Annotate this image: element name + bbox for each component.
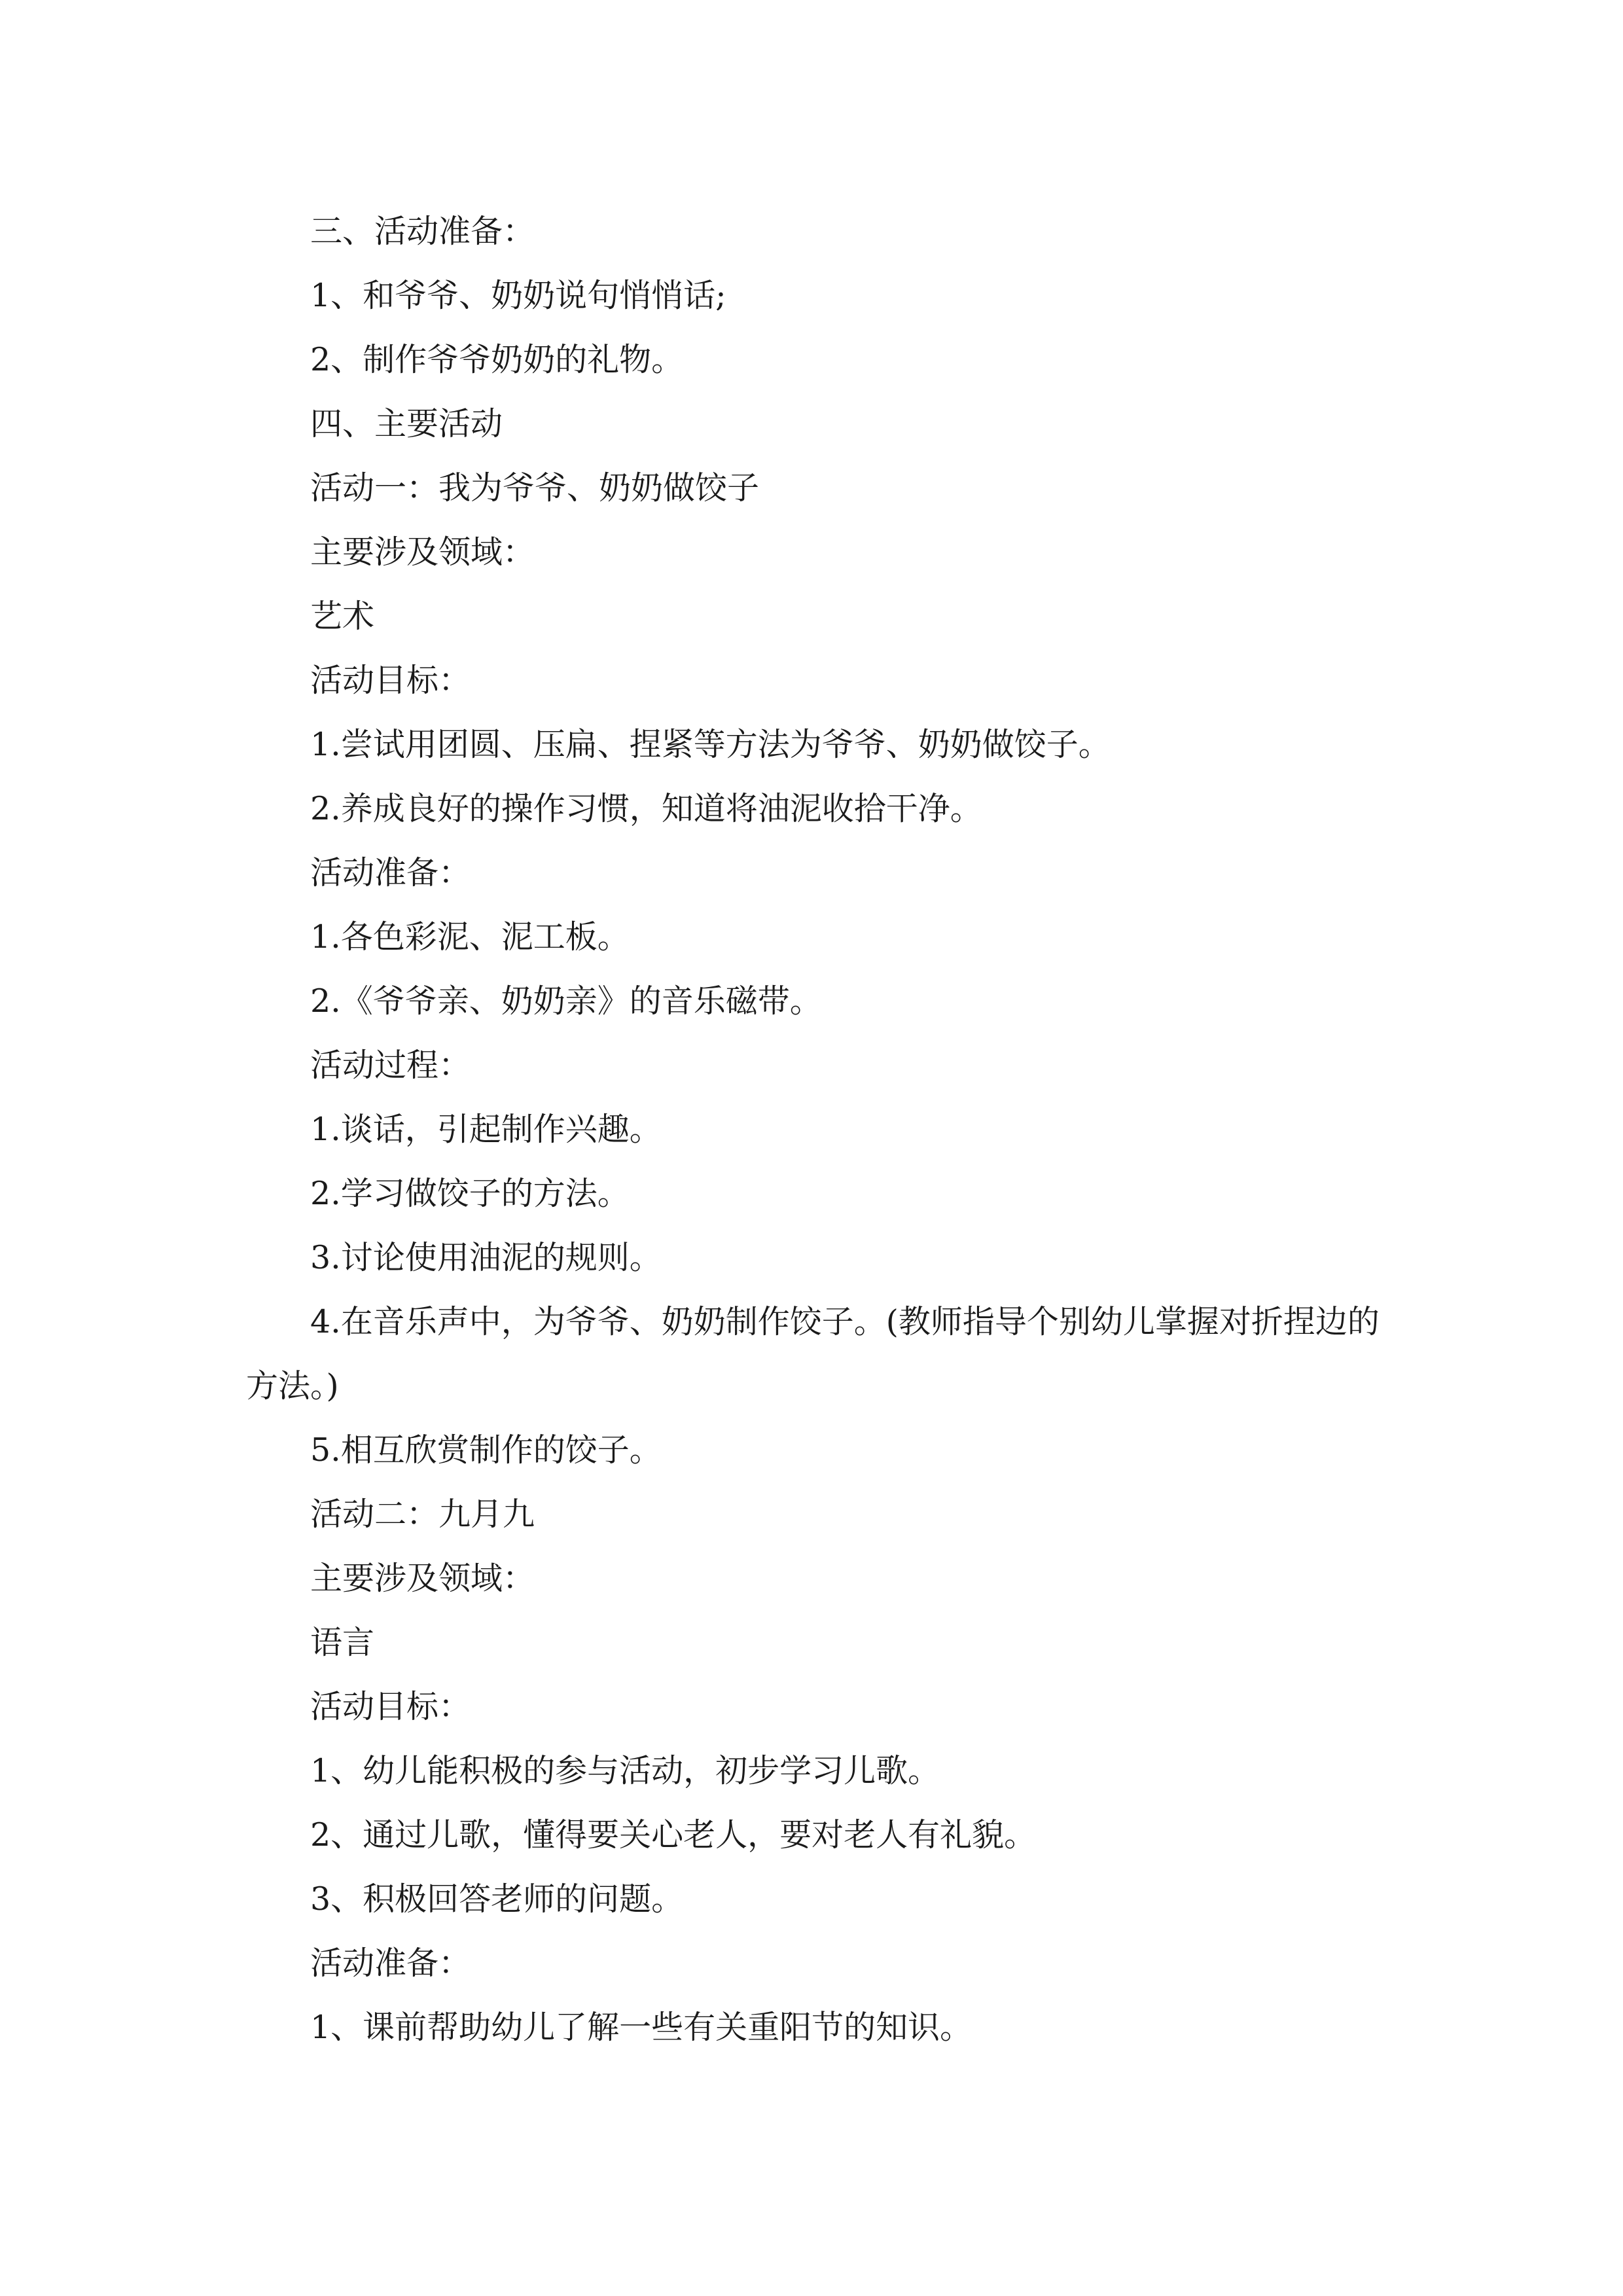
list-item: 2、通过儿歌，懂得要关心老人，要对老人有礼貌。 — [310, 1816, 1037, 1854]
section-value: 艺术 — [310, 598, 375, 635]
list-item: 3.讨论使用油泥的规则。 — [310, 1239, 662, 1276]
heading-activity-preparation: 三、活动准备： — [310, 213, 535, 250]
list-item: 1、和爷爷、奶奶说句悄悄话; — [310, 277, 726, 314]
section-value: 语言 — [310, 1624, 375, 1661]
section-label: 活动准备： — [310, 854, 471, 891]
list-item: 3、积极回答老师的问题。 — [310, 1880, 684, 1918]
list-item: 1、幼儿能积极的参与活动，初步学习儿歌。 — [310, 1752, 940, 1789]
list-item: 4.在音乐声中，为爷爷、奶奶制作饺子。(教师指导个别幼儿掌握对折捏边的方法。) — [246, 1303, 1380, 1405]
list-item: 2.养成良好的操作习惯，知道将油泥收拾干净。 — [310, 790, 982, 827]
list-item: 1.谈话，引起制作兴趣。 — [310, 1111, 662, 1148]
heading-main-activities: 四、主要活动 — [310, 405, 503, 442]
section-label: 主要涉及领域： — [310, 533, 535, 571]
section-label: 主要涉及领域： — [310, 1560, 535, 1597]
list-item: 1.各色彩泥、泥工板。 — [310, 918, 630, 956]
list-item: 5.相互欣赏制作的饺子。 — [310, 1431, 662, 1469]
activity-two-title: 活动二：九月九 — [310, 1496, 535, 1533]
section-label: 活动目标： — [310, 1688, 471, 1725]
list-item: 1.尝试用团圆、压扁、捏紧等方法为爷爷、奶奶做饺子。 — [310, 726, 1111, 763]
list-item: 1、课前帮助幼儿了解一些有关重阳节的知识。 — [310, 2009, 972, 2046]
activity-one-title: 活动一：我为爷爷、奶奶做饺子 — [310, 469, 760, 507]
list-item: 2.学习做饺子的方法。 — [310, 1175, 630, 1212]
document-body — [246, 200, 1385, 2060]
list-item: 2.《爷爷亲、奶奶亲》的音乐磁带。 — [310, 982, 822, 1020]
section-label: 活动目标： — [310, 662, 471, 699]
list-item: 2、制作爷爷奶奶的礼物。 — [310, 341, 684, 378]
section-label: 活动准备： — [310, 1945, 471, 1982]
section-label: 活动过程： — [310, 1047, 471, 1084]
